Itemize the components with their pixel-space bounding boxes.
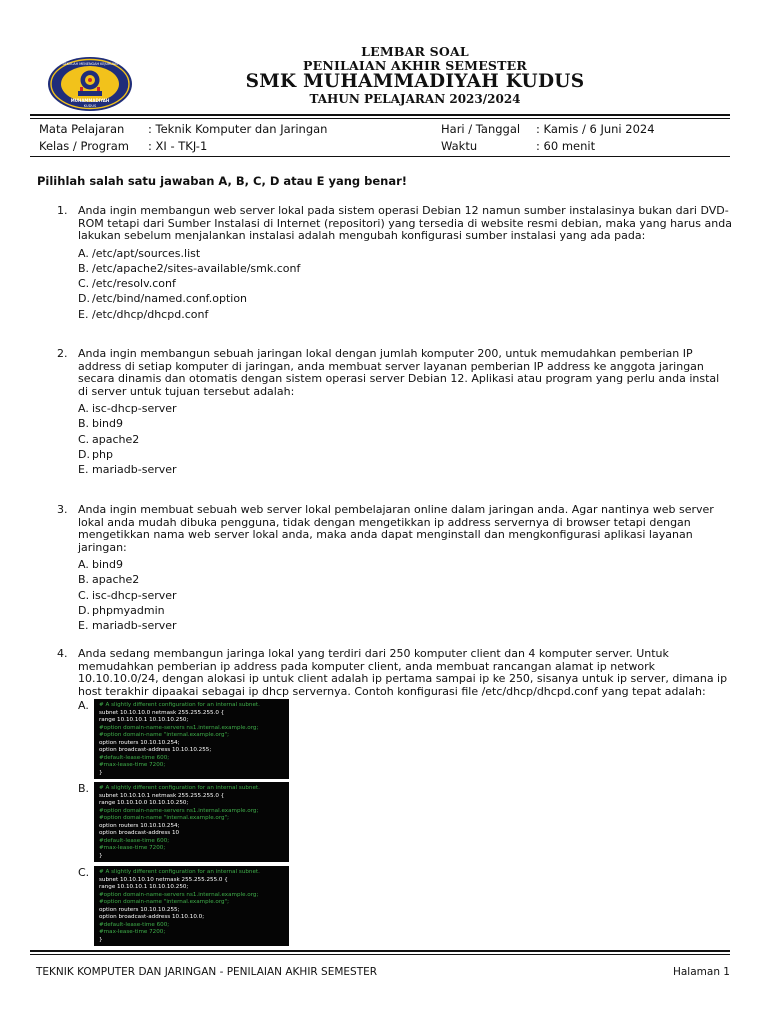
header-rule-thin [30, 118, 730, 119]
option-d[interactable]: D. /etc/bind/named.conf.option [78, 292, 248, 306]
date-value: : Kamis / 6 Juni 2024 [536, 122, 655, 136]
question-number: 4. [57, 647, 68, 660]
school-name: SMK MUHAMMADIYAH KUDUS [245, 71, 585, 92]
option-b[interactable]: B. /etc/apache2/sites-available/smk.conf [78, 261, 301, 275]
code-line: #default-lease-time 600; [99, 837, 170, 844]
logo-text-top: SEKOLAH MENENGAH KEJURUAN [62, 62, 118, 66]
code-line: subnet 10.10.10.10 netmask 255.255.255.0 { [99, 876, 228, 883]
code-line: range 10.10.10.0 10.10.10.250; [99, 800, 189, 806]
footer-title: TEKNIK KOMPUTER DAN JARINGAN - PENILAIAN AKHIR SEMESTER [36, 966, 378, 978]
option-d[interactable]: D. php [78, 447, 113, 461]
code-line: #default-lease-time 600; [99, 921, 170, 928]
code-line: # A slightly different configuration for an internal subnet. [99, 869, 260, 875]
doc-title: LEMBAR SOAL [361, 44, 469, 59]
code-line: #option domain-name-servers ns1.internal.example.org; [99, 724, 259, 731]
code-line: option routers 10.10.10.254; [99, 739, 180, 746]
date-label: Hari / Tanggal [441, 122, 521, 136]
class-value: : XI - TKJ-1 [148, 139, 208, 153]
option-list [78, 246, 732, 322]
question-text: Anda ingin membuat sebuah web server lokal pembelajaran online dalam jaringan anda. Agar nantinya web server lokal anda mudah dibuka pengguna, tidak dengan mengetikkan ip address servernya di browser tetapi dengan mengetikkan nama web server lokal anda, maka anda dapat menginstall dan mengkonfigurasi aplikasi layanan jaringan: [78, 503, 714, 554]
instruction: Pilihlah salah satu jawaban A, B, C, D atau E yang benar! [37, 174, 408, 188]
option-c[interactable]: C. isc-dhcp-server [78, 588, 177, 602]
code-line: #option domain-name "internal.example.org"; [99, 899, 230, 905]
option-d[interactable]: D. phpmyadmin [78, 603, 165, 617]
logo-text-bottom-2: KUDUS [83, 104, 97, 108]
config-code-block [94, 866, 289, 946]
code-line: } [99, 936, 103, 943]
option-e[interactable]: E. /etc/dhcp/dhcpd.conf [78, 307, 209, 321]
code-line: #option domain-name-servers ns1.internal.example.org; [99, 891, 259, 898]
question-text: Anda ingin membangun web server lokal pada sistem operasi Debian 12 namun sumber instalasinya bukan dari DVD-ROM tetapi dari Sumber Instalasi di Internet (repositori) yang tersedia di website resmi debian, maka yang harus anda lakukan sebelum menjalankan instalasi adalah mengubah konfigurasi sumber instalasi yang ada pada: [78, 204, 732, 242]
code-line: subnet 10.10.10.1 netmask 255.255.255.0 { [99, 792, 225, 799]
code-line: #max-lease-time 7200; [99, 929, 166, 935]
option-e[interactable]: E. mariadb-server [78, 619, 177, 633]
code-line: #default-lease-time 600; [99, 754, 170, 761]
academic-year: TAHUN PELAJARAN 2023/2024 [309, 92, 521, 106]
code-line: option routers 10.10.10.254; [99, 822, 180, 829]
page-number: Halaman 1 [672, 966, 730, 978]
subject-label: Mata Pelajaran [39, 122, 125, 136]
subject-value: : Teknik Komputer dan Jaringan [148, 122, 328, 136]
option-a[interactable]: A. isc-dhcp-server [78, 402, 177, 415]
code-line: # A slightly different configuration for an internal subnet. [99, 702, 260, 708]
info-rule [30, 156, 730, 157]
question-number: 2. [57, 347, 68, 360]
code-line: } [99, 852, 103, 859]
code-line: # A slightly different configuration for an internal subnet. [99, 785, 260, 791]
config-code-block [94, 782, 289, 862]
question-number: 3. [57, 503, 68, 516]
question-3 [57, 504, 732, 633]
code-line: option broadcast-address 10.10.10.255; [99, 747, 212, 753]
class-label: Kelas / Program [39, 139, 129, 153]
question-number: 1. [57, 204, 68, 217]
code-line: option routers 10.10.10.255; [99, 906, 180, 913]
option-c[interactable]: C. /etc/resolv.conf [78, 277, 176, 291]
question-4 [57, 648, 732, 698]
code-line: #max-lease-time 7200; [99, 845, 166, 851]
question-2 [57, 348, 732, 477]
exam-name: PENILAIAN AKHIR SEMESTER [303, 58, 527, 73]
footer-rule-thick [30, 950, 730, 952]
code-line: option broadcast-address 10.10.10.0; [99, 914, 205, 920]
option-a[interactable]: A. /etc/apt/sources.list [78, 246, 201, 260]
gear-icon [81, 71, 100, 90]
option-e[interactable]: E. mariadb-server [78, 463, 177, 477]
header-rule-thick [30, 114, 730, 116]
option-b[interactable]: B. apache2 [78, 573, 140, 587]
code-line: } [99, 769, 103, 776]
option-c[interactable]: C. apache2 [78, 432, 140, 446]
code-line: #max-lease-time 7200; [99, 762, 166, 768]
time-label: Waktu [441, 139, 478, 153]
question-text: Anda ingin membangun sebuah jaringan lokal dengan jumlah komputer 200, untuk memudahkan pemberian IP address di setiap komputer di jaringan, anda membuat server layanan pemberian IP address ke anggota jaringan secara dinamis dan otomatis dengan sistem operasi server Debian 12. Aplikasi atau program yang perlu anda instal di server untuk tujuan tersebut adalah: [78, 347, 720, 398]
option-a[interactable]: A. bind9 [78, 558, 123, 571]
code-line: subnet 10.10.10.0 netmask 255.255.255.0 { [99, 709, 225, 716]
option-list [78, 401, 732, 477]
option-b[interactable]: B. bind9 [78, 417, 123, 431]
question-1 [57, 205, 732, 322]
question-text: Anda sedang membangun jaringa lokal yang terdiri dari 250 komputer client dan 4 komputer server. Untuk memudahkan pemberian ip address pada komputer client, anda membuat rancangan alamat ip network 10.10.10.0/24, dengan alokasi ip untuk client adalah ip pertama sampai ip ke 250, sisanya untuk ip server, dimana ip host terakhir dipaakai sebagai ip dhcp servernya. Contoh konfigurasi file /etc/dhcp/dhcpd.conf yang tepat adalah: [78, 647, 728, 698]
code-line: #option domain-name-servers ns1.internal.example.org; [99, 807, 259, 814]
footer-rule-thin [30, 954, 730, 955]
option-list [78, 557, 732, 633]
code-line: option broadcast-address 10 [99, 830, 180, 836]
logo-text-bottom-1: MUHAMMADIYAH [70, 98, 110, 103]
code-line: range 10.10.10.1 10.10.10.250; [99, 884, 189, 890]
school-logo [47, 56, 133, 112]
code-line: range 10.10.10.1 10.10.10.250; [99, 717, 189, 723]
code-line: #option domain-name "internal.example.org"; [99, 732, 230, 738]
time-value: : 60 menit [536, 139, 596, 153]
config-code-block [94, 699, 289, 779]
code-line: #option domain-name "internal.example.org"; [99, 815, 230, 821]
